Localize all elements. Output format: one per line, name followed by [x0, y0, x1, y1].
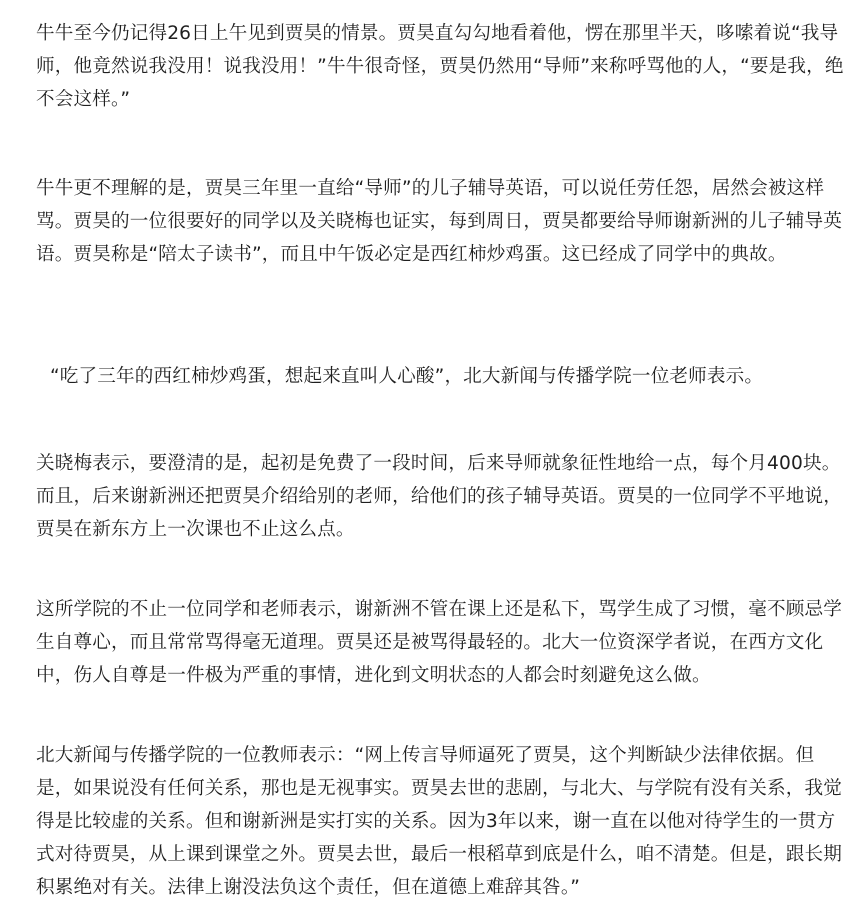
paragraph-6: 北大新闻与传播学院的一位教师表示：“网上传言导师逼死了贾昊，这个判断缺少法律依据。但是，如果说没有任何关系，那也是无视事实。贾昊去世的悲剧，与北大、与学院有没有关系，我觉得是比较虚的关系。但和谢新洲是实打实的关系。因为3年以来，谢一直在以他对待学生的一贯方式对待贾昊，从上课到课堂之外。贾昊去世，最后一根稻草到底是什么，咱不清楚。但是，跟长期积累绝对有关。法律上谢没法负这个责任，但在道德上难辞其咎。”	[36, 745, 842, 898]
paragraph-3: “吃了三年的西红柿炒鸡蛋，想起来直叫人心酸”，北大新闻与传播学院一位老师表示。	[50, 366, 764, 387]
paragraph-2: 牛牛更不理解的是，贾昊三年里一直给“导师”的儿子辅导英语，可以说任劳任怨，居然会被这样骂。贾昊的一位很要好的同学以及关晓梅也证实，每到周日，贾昊都要给导师谢新洲的儿子辅导英语。贾昊称是“陪太子读书”，而且中午饭必定是西红柿炒鸡蛋。这已经成了同学中的典故。	[36, 178, 842, 265]
paragraph-4: 关晓梅表示，要澄清的是，起初是免费了一段时间，后来导师就象征性地给一点，每个月400块。而且，后来谢新洲还把贾昊介绍给别的老师，给他们的孩子辅导英语。贾昊的一位同学不平地说，贾昊在新东方上一次课也不止这么点。	[36, 453, 842, 540]
paragraph-5: 这所学院的不止一位同学和老师表示，谢新洲不管在课上还是私下，骂学生成了习惯，毫不顾忌学生自尊心，而且常常骂得毫无道理。贾昊还是被骂得最轻的。北大一位资深学者说，在西方文化中，伤人自尊是一件极为严重的事情，进化到文明状态的人都会时刻避免这么做。	[36, 599, 842, 686]
paragraph-1: 牛牛至今仍记得26日上午见到贾昊的情景。贾昊直勾勾地看着他，愣在那里半天，哆嗦着说“我导师，他竟然说我没用！说我没用！”牛牛很奇怪，贾昊仍然用“导师”来称呼骂他的人，“要是我，绝不会这样。”	[36, 23, 844, 110]
